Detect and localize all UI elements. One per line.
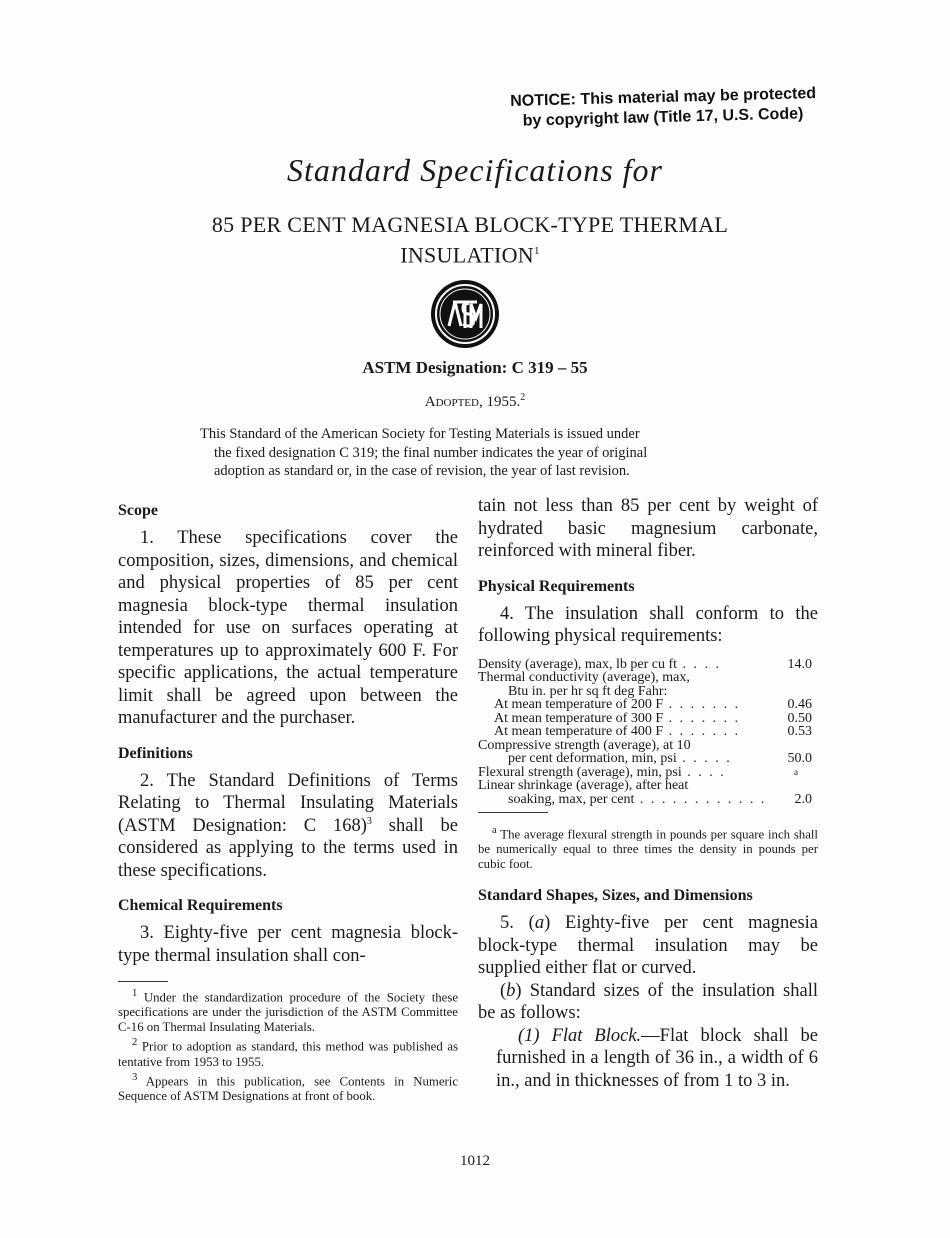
footnote xyxy=(118,1070,458,1104)
flexural-label: Flexural strength (average), min, psi xyxy=(478,764,682,780)
table-row: At mean temperature of 400 F . . . . . . . 0.53 xyxy=(494,724,812,739)
footnote-mark: 3 xyxy=(132,1071,138,1083)
table-row: Density (average), max, lb per cu ft . . . . 14.0 xyxy=(478,656,812,672)
right-column xyxy=(478,495,818,1092)
footnotes xyxy=(118,986,458,1104)
footnote xyxy=(118,986,458,1035)
physical-heading: Physical Requirements xyxy=(478,577,635,595)
table-row xyxy=(478,685,812,699)
footnote-text: Prior to adoption as standard, this method was published as tentative from 1953 to 1955. xyxy=(118,1039,458,1069)
shapes-b-open: ( xyxy=(500,980,507,1001)
table-footnote-text: The average flexural strength in pounds per square inch shall be numerically equal to three times the density in pounds per cubic foot. xyxy=(478,827,818,872)
t300-label: At mean temperature of 300 F xyxy=(494,710,664,726)
linear-value: 2.0 xyxy=(794,791,812,807)
table-row: per cent deformation, min, psi . . . . . 50.0 xyxy=(508,751,812,766)
footnote-text: Under the standardization procedure of the Society these specifications are under the jurisdiction of the ASTM Committee C-16 on Thermal Insulating Materials. xyxy=(118,990,458,1035)
title-text: 85 PER CENT MAGNESIA BLOCK-TYPE THERMAL INSULATION xyxy=(211,212,729,268)
flat-text: —Flat block shall be furnished in a length of 36 in., a width of 6 in., and in thicknesses of from 1 to 3 in. xyxy=(496,1025,818,1091)
page-title xyxy=(160,212,780,268)
footnote-mark: 1 xyxy=(132,988,138,999)
table-row: soaking, max, per cent . . . . . . . . . . . . 2.0 xyxy=(508,791,812,807)
flat-title: Flat Block. xyxy=(551,1025,642,1046)
physical-requirements-table xyxy=(478,658,812,807)
table-row xyxy=(478,671,812,685)
intro-line-2: the fixed designation C 319; the final number indicates the year of original xyxy=(214,444,648,461)
scope-paragraph: 1. These specifications cover the composition, sizes, dimensions, and chemical and physical properties of 85 per cent magnesia block-type thermal insulation intended for use on surfaces operating at temperatures up to approximately 600 F. For specific applications, the actual temperature limit shall be agreed upon between the manufacturer and the purchaser. xyxy=(118,528,458,728)
footnote xyxy=(118,1035,458,1069)
shapes-heading: Standard Shapes, Sizes, and Dimensions xyxy=(478,887,753,905)
compressive-value: 50.0 xyxy=(787,751,812,766)
intro-line-3: adoption as standard or, in the case of revision, the year of last revision. xyxy=(214,463,630,479)
title-footnote-mark: 1 xyxy=(533,245,540,257)
shapes-paragraph-b xyxy=(478,980,818,1025)
linear-label-2: soaking, max, per cent xyxy=(508,791,635,807)
definitions-text-end: shall be considered as applying to the terms used in these specifications. xyxy=(118,815,459,881)
density-value: 14.0 xyxy=(787,656,812,672)
table-row xyxy=(478,739,812,753)
title-italic: Standard Specifications for xyxy=(286,152,663,188)
shapes-a-number: 5. ( xyxy=(500,913,535,934)
compressive-label-2: per cent deformation, min, psi xyxy=(508,751,677,766)
scope-heading: Scope xyxy=(118,502,158,519)
table-row: At mean temperature of 200 F . . . . . . . 0.46 xyxy=(494,697,812,712)
astm-logo-icon xyxy=(429,278,501,350)
astm-designation: ASTM Designation: C 319 – 55 xyxy=(362,358,588,377)
linear-label-1: Linear shrinkage (average), after heat xyxy=(478,778,689,793)
flat-block-paragraph xyxy=(478,1025,818,1093)
adopted-label: Adopted xyxy=(424,394,479,410)
shapes-paragraph-a xyxy=(478,912,818,980)
intro-note xyxy=(200,425,745,481)
table-rule xyxy=(478,812,548,813)
t300-value: 0.50 xyxy=(787,710,812,726)
definitions-heading: Definitions xyxy=(118,744,193,762)
adopted-footnote-mark: 2 xyxy=(520,392,526,403)
t200-label: At mean temperature of 200 F xyxy=(494,697,664,712)
definitions-text: 2. The Standard Definitions of Terms Relating to Thermal Insulating Materials (ASTM Designation: C 168) xyxy=(118,770,458,836)
chemical-paragraph: 3. Eighty-five per cent magnesia block-type thermal insulation shall con- xyxy=(118,923,458,966)
notice-line-1: NOTICE: This material may be protected xyxy=(510,84,817,110)
shapes-a-text: ) Eighty-five per cent magnesia block-type thermal insulation may be supplied either flat or curved. xyxy=(478,913,818,979)
flat-number: (1) xyxy=(518,1025,540,1046)
chemical-continuation: tain not less than 85 per cent by weight of hydrated basic magnesium carbonate, reinforced with mineral fiber. xyxy=(478,496,818,561)
table-footnote-mark: a xyxy=(492,825,497,836)
notice-line-2: by copyright law (Title 17, U.S. Code) xyxy=(522,105,804,130)
definitions-footnote-mark: 3 xyxy=(366,815,372,827)
table-row: At mean temperature of 300 F . . . . . . . 0.50 xyxy=(494,710,812,726)
t400-value: 0.53 xyxy=(787,724,812,739)
table-row: Flexural strength (average), min, psi . . . . a xyxy=(478,766,812,780)
compressive-label-1: Compressive strength (average), at 10 xyxy=(478,737,691,753)
flexural-value: a xyxy=(794,766,798,777)
footnote-rule xyxy=(118,981,168,982)
intro-line-1: This Standard of the American Society for Testing Materials is issued under xyxy=(200,426,640,442)
thermal-label-2: Btu in. per hr sq ft deg Fahr: xyxy=(508,683,668,699)
adopted-year: , 1955. xyxy=(478,394,521,410)
table-row xyxy=(478,779,812,793)
density-label: Density (average), max, lb per cu ft xyxy=(478,656,678,672)
physical-paragraph: 4. The insulation shall conform to the following physical requirements: xyxy=(478,603,818,646)
chemical-heading: Chemical Requirements xyxy=(118,897,283,914)
copyright-notice xyxy=(510,84,831,132)
t400-label: At mean temperature of 400 F xyxy=(494,724,664,739)
footnote-text: Appears in this publication, see Contents in Numeric Sequence of ASTM Designations at front of book. xyxy=(118,1073,458,1103)
shapes-b-text: ) Standard sizes of the insulation shall be as follows: xyxy=(478,980,818,1024)
thermal-label-1: Thermal conductivity (average), max, xyxy=(478,670,690,685)
adopted-line xyxy=(0,392,950,411)
table-footnote xyxy=(478,823,818,872)
shapes-b-letter: b xyxy=(506,980,516,1001)
t200-value: 0.46 xyxy=(787,697,812,712)
footnote-mark: 2 xyxy=(132,1037,138,1049)
left-column xyxy=(118,495,458,1104)
page-number: 1012 xyxy=(460,1153,490,1169)
definitions-paragraph xyxy=(118,770,458,883)
shapes-a-letter: a xyxy=(534,913,545,934)
